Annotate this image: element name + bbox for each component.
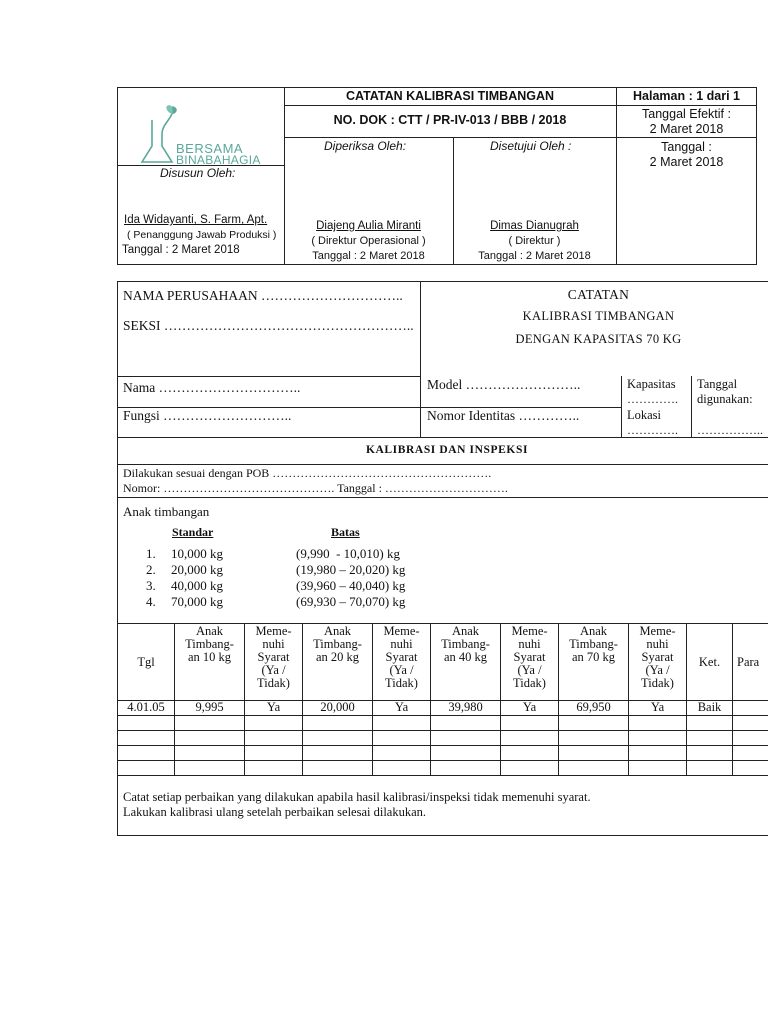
table-cell[interactable]: Ya xyxy=(501,701,559,716)
table-cell[interactable] xyxy=(501,761,559,776)
checked-date: Tanggal : 2 Maret 2018 xyxy=(312,250,425,262)
table-cell[interactable] xyxy=(373,746,431,761)
column-header: Anak Timbang-an 20 kg xyxy=(303,624,373,701)
table-cell[interactable] xyxy=(501,716,559,731)
weight-standard: 40,000 kg xyxy=(171,578,223,593)
table-cell[interactable] xyxy=(303,716,373,731)
weight-limit: (9,990 - 10,010) kg xyxy=(296,546,400,561)
column-header: Meme-nuhi Syarat (Ya / Tidak) xyxy=(245,624,303,701)
table-cell[interactable] xyxy=(431,761,501,776)
pob-line[interactable]: Dilakukan sesuai dengan POB ………………………………………………. xyxy=(123,466,492,480)
function-field[interactable]: Fungsi ……………………….. xyxy=(123,408,292,423)
column-header: Meme-nuhi Syarat (Ya / Tidak) xyxy=(501,624,559,701)
table-cell[interactable]: 9,995 xyxy=(175,701,245,716)
prepared-date: Tanggal : 2 Maret 2018 xyxy=(122,244,240,256)
approved-date: Tanggal : 2 Maret 2018 xyxy=(478,250,591,262)
footer-note-1: Catat setiap perbaikan yang dilakukan apabila hasil kalibrasi/inspeksi tidak memenuhi syarat. xyxy=(123,790,591,804)
company-field[interactable]: NAMA PERUSAHAAN ………………………….. xyxy=(123,288,403,303)
approved-role: ( Direktur ) xyxy=(508,235,561,247)
table-cell[interactable] xyxy=(303,731,373,746)
weight-no: 4. xyxy=(146,594,156,609)
table-cell[interactable] xyxy=(687,716,733,731)
weight-limit: (19,980 – 20,020) kg xyxy=(296,562,406,577)
name-field[interactable]: Nama ………………………….. xyxy=(123,380,301,395)
table-cell[interactable] xyxy=(559,746,629,761)
prepared-label: Disusun Oleh: xyxy=(160,166,236,180)
table-cell[interactable] xyxy=(687,731,733,746)
effective-date: 2 Maret 2018 xyxy=(649,122,724,136)
table-row xyxy=(118,701,768,716)
location-label: Lokasi xyxy=(627,408,662,422)
logo-text-1: BERSAMA xyxy=(176,141,244,156)
column-header: Meme-nuhi Syarat (Ya / Tidak) xyxy=(629,624,687,701)
header-divider xyxy=(284,105,757,106)
table-cell[interactable] xyxy=(118,716,175,731)
table-cell[interactable] xyxy=(431,716,501,731)
capacity-label: Kapasitas xyxy=(627,377,676,391)
table-cell[interactable] xyxy=(733,716,768,731)
table-cell[interactable] xyxy=(559,716,629,731)
table-cell[interactable] xyxy=(687,761,733,776)
table-cell[interactable] xyxy=(629,731,687,746)
location-field[interactable]: …………. xyxy=(627,423,678,437)
weight-no: 3. xyxy=(146,578,156,593)
table-row xyxy=(118,761,768,776)
form-divider xyxy=(691,376,692,437)
column-header: Anak Timbang-an 10 kg xyxy=(175,624,245,701)
column-header: Para xyxy=(733,624,768,701)
table-cell[interactable] xyxy=(303,746,373,761)
date-value: 2 Maret 2018 xyxy=(649,155,724,169)
header-divider xyxy=(284,137,757,138)
checked-name: Diajeng Aulia Miranti xyxy=(316,220,421,232)
section-heading: KALIBRASI DAN INSPEKSI xyxy=(365,444,529,456)
weight-standard: 10,000 kg xyxy=(171,546,223,561)
document-number: NO. DOK : CTT / PR-IV-013 / BBB / 2018 xyxy=(333,113,567,127)
table-cell[interactable] xyxy=(373,761,431,776)
table-cell[interactable] xyxy=(373,716,431,731)
weight-standard: 20,000 kg xyxy=(171,562,223,577)
form-divider xyxy=(117,497,768,498)
table-cell[interactable] xyxy=(175,731,245,746)
used-date-field[interactable]: …………….. xyxy=(697,423,763,437)
logo-text-2: BINABAHAGIA xyxy=(176,153,261,167)
table-cell[interactable] xyxy=(559,731,629,746)
weight-no: 2. xyxy=(146,562,156,577)
table-cell[interactable] xyxy=(245,731,303,746)
table-cell[interactable] xyxy=(245,716,303,731)
used-date-label-2: digunakan: xyxy=(697,392,753,406)
column-header: Meme-nuhi Syarat (Ya / Tidak) xyxy=(373,624,431,701)
form-divider xyxy=(621,376,622,437)
table-cell[interactable] xyxy=(118,761,175,776)
table-cell[interactable] xyxy=(733,701,768,716)
date-label: Tanggal : xyxy=(661,140,712,154)
table-cell[interactable] xyxy=(245,746,303,761)
weight-standard: 70,000 kg xyxy=(171,594,223,609)
checked-role: ( Direktur Operasional ) xyxy=(311,235,426,247)
table-cell[interactable] xyxy=(629,746,687,761)
table-header-row xyxy=(118,624,768,701)
table-cell[interactable] xyxy=(303,761,373,776)
table-cell[interactable] xyxy=(733,761,768,776)
table-cell[interactable] xyxy=(501,731,559,746)
table-cell[interactable]: 4.01.05 xyxy=(118,701,175,716)
table-cell[interactable]: 69,950 xyxy=(559,701,629,716)
nomor-line[interactable]: Nomor: ……………………………………. Tanggal : …………………………. xyxy=(123,481,508,495)
weight-limit: (39,960 – 40,040) kg xyxy=(296,578,406,593)
table-cell[interactable] xyxy=(733,746,768,761)
prepared-name: Ida Widayanti, S. Farm, Apt. xyxy=(124,214,268,226)
table-cell[interactable] xyxy=(175,746,245,761)
table-cell[interactable] xyxy=(118,731,175,746)
table-cell[interactable] xyxy=(559,761,629,776)
table-cell[interactable]: Ya xyxy=(245,701,303,716)
approved-name: Dimas Dianugrah xyxy=(490,220,579,232)
footer-note-2: Lakukan kalibrasi ulang setelah perbaikan selesai dilakukan. xyxy=(123,805,427,819)
table-cell[interactable] xyxy=(501,746,559,761)
model-field[interactable]: Model …………………….. xyxy=(427,377,581,392)
table-cell[interactable] xyxy=(687,746,733,761)
table-cell[interactable]: 20,000 xyxy=(303,701,373,716)
used-date-label-1: Tanggal xyxy=(697,377,738,391)
table-cell[interactable] xyxy=(175,761,245,776)
form-divider xyxy=(420,281,421,437)
effective-date-label: Tanggal Efektif : xyxy=(642,107,731,121)
calibration-table xyxy=(117,623,768,776)
column-header: Anak Timbang-an 40 kg xyxy=(431,624,501,701)
document-title: CATATAN KALIBRASI TIMBANGAN xyxy=(345,89,555,103)
table-row xyxy=(118,731,768,746)
weight-no: 1. xyxy=(146,546,156,561)
standard-heading: Standar xyxy=(172,525,214,539)
weight-limit: (69,930 – 70,070) kg xyxy=(296,594,406,609)
record-title-3: DENGAN KAPASITAS 70 KG xyxy=(515,332,682,346)
table-cell[interactable]: 39,980 xyxy=(431,701,501,716)
table-cell[interactable] xyxy=(118,746,175,761)
table-cell[interactable] xyxy=(245,761,303,776)
table-row xyxy=(118,746,768,761)
column-header: Anak Timbang-an 70 kg xyxy=(559,624,629,701)
limit-heading: Batas xyxy=(331,525,360,539)
capacity-field[interactable]: …………. xyxy=(627,392,678,406)
table-cell[interactable] xyxy=(733,731,768,746)
form-divider xyxy=(117,464,768,465)
prepared-role: ( Penanggung Jawab Produksi ) xyxy=(127,229,277,241)
record-title-1: CATATAN xyxy=(567,287,630,302)
table-cell[interactable] xyxy=(431,731,501,746)
column-header: Tgl xyxy=(118,624,175,701)
id-number-field[interactable]: Nomor Identitas ………….. xyxy=(427,408,580,423)
table-cell[interactable]: Ya xyxy=(373,701,431,716)
approved-label: Disetujui Oleh : xyxy=(490,139,572,153)
table-cell[interactable]: Baik xyxy=(687,701,733,716)
table-row xyxy=(118,716,768,731)
table-cell[interactable] xyxy=(431,746,501,761)
company-logo xyxy=(138,100,178,166)
table-cell[interactable] xyxy=(629,761,687,776)
table-cell[interactable] xyxy=(629,716,687,731)
record-title-2: KALIBRASI TIMBANGAN xyxy=(522,309,675,323)
page-indicator: Halaman : 1 dari 1 xyxy=(633,89,740,103)
section-field[interactable]: SEKSI ……………………………………………….. xyxy=(123,318,414,333)
checked-label: Diperiksa Oleh: xyxy=(324,139,407,153)
weights-label: Anak timbangan xyxy=(123,504,210,519)
column-header: Ket. xyxy=(687,624,733,701)
table-cell[interactable]: Ya xyxy=(629,701,687,716)
table-cell[interactable] xyxy=(373,731,431,746)
form-divider xyxy=(117,376,420,377)
table-cell[interactable] xyxy=(175,716,245,731)
